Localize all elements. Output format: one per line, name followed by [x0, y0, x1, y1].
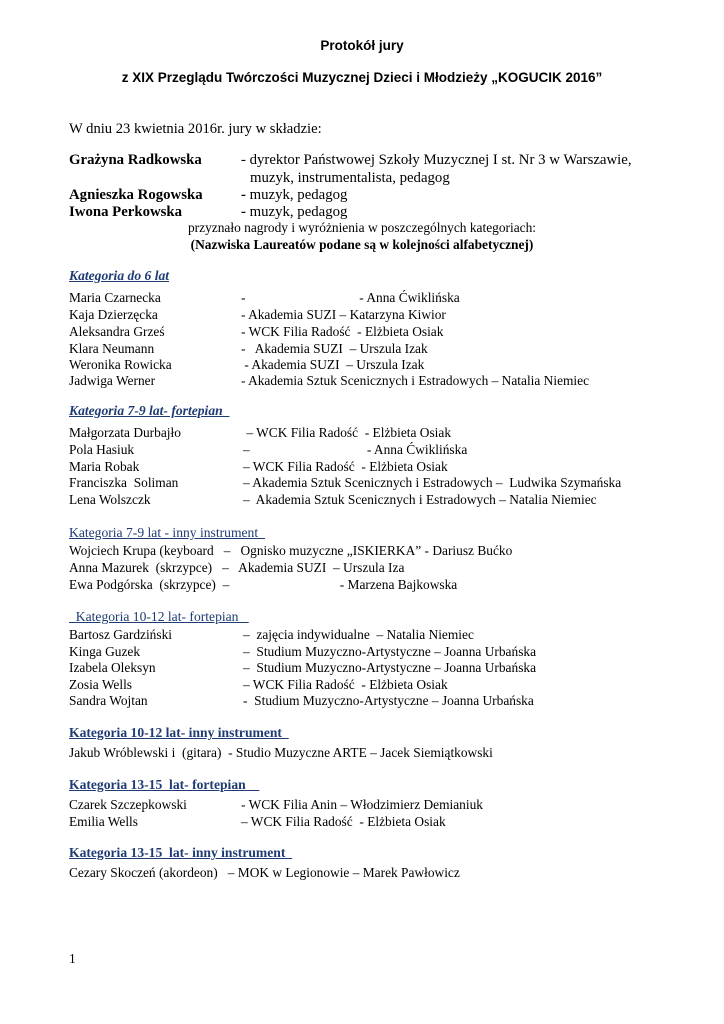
award-line: przyznało nagrody i wyróżnienia w poszczególnych kategoriach:	[187, 220, 537, 235]
jury-role: muzyk, pedagog	[245, 187, 348, 203]
page-number: 1	[69, 951, 76, 966]
laureate-info: – Akademia Sztuk Scenicznych i Estradowych – Ludwika Szymańska	[243, 475, 622, 490]
category-heading: Kategoria 13-15 lat- inny instrument	[69, 845, 293, 860]
jury-name: Agnieszka Rogowska	[69, 187, 203, 203]
laureate-info: - - Anna Ćwiklińska	[241, 290, 460, 305]
laureate-info: – Studium Muzyczno-Artystyczne – Joanna Urbańska	[243, 660, 537, 675]
jury-dash: -	[241, 204, 246, 220]
laureate-info: – WCK Filia Radość - Elżbieta Osiak	[243, 425, 452, 440]
laureate-info: - Studium Muzyczno-Artystyczne – Joanna Urbańska	[243, 693, 534, 708]
laureate-name: Klara Neumann	[69, 341, 155, 356]
laureate-info: - Akademia SUZI – Urszula Izak	[241, 357, 425, 372]
laureate-name: Kinga Guzek	[69, 644, 141, 659]
category-heading: Kategoria 7-9 lat- fortepian	[69, 403, 230, 418]
laureate-name: Franciszka Soliman	[69, 475, 179, 490]
category-heading: Kategoria 13-15 lat- fortepian	[69, 777, 260, 792]
laureate-name: Izabela Oleksyn	[69, 660, 156, 675]
laureate-entry: Wojciech Krupa (keyboard – Ognisko muzyczne „ISKIERKA” - Dariusz Bućko	[69, 543, 513, 558]
laureate-name: Weronika Rowicka	[69, 357, 172, 372]
laureate-name: Kaja Dzierzęcka	[69, 307, 158, 322]
laureate-info: – WCK Filia Radość - Elżbieta Osiak	[243, 677, 448, 692]
laureate-info: – - Anna Ćwiklińska	[243, 442, 468, 457]
document-subtitle: z XIX Przeglądu Twórczości Muzycznej Dzieci i Młodzieży „KOGUCIK 2016”	[121, 70, 603, 85]
jury-name: Grażyna Radkowska	[69, 152, 202, 168]
jury-role: muzyk, pedagog	[245, 204, 348, 220]
jury-dash: -	[241, 187, 246, 203]
laureate-info: – Studium Muzyczno-Artystyczne – Joanna Urbańska	[243, 644, 537, 659]
laureate-name: Maria Czarnecka	[69, 290, 161, 305]
jury-name: Iwona Perkowska	[69, 204, 183, 220]
laureate-name: Zosia Wells	[69, 677, 133, 692]
intro-text: W dniu 23 kwietnia 2016r. jury w składzie:	[69, 121, 322, 137]
laureate-name: Aleksandra Grześ	[69, 324, 165, 339]
laureate-info: – WCK Filia Radość - Elżbieta Osiak	[241, 814, 446, 829]
category-heading: Kategoria 10-12 lat- fortepian	[69, 609, 249, 624]
laureate-info: - Akademia SUZI – Katarzyna Kiwior	[241, 307, 446, 322]
laureate-name: Pola Hasiuk	[69, 442, 135, 457]
laureate-info: - Akademia SUZI – Urszula Izak	[241, 341, 428, 356]
laureate-name: Czarek Szczepkowski	[69, 797, 187, 812]
laureate-entry: Anna Mazurek (skrzypce) – Akademia SUZI – Urszula Iza	[69, 560, 405, 575]
laureate-entry: Jakub Wróblewski i (gitara) - Studio Muzyczne ARTE – Jacek Siemiątkowski	[69, 745, 493, 760]
laureate-entry: Cezary Skoczeń (akordeon) – MOK w Legionowie – Marek Pawłowicz	[69, 865, 460, 880]
laureate-info: – zajęcia indywidualne – Natalia Niemiec	[243, 627, 474, 642]
laureate-entry: Ewa Podgórska (skrzypce) – - Marzena Bajkowska	[69, 577, 458, 592]
document-title: Protokół jury	[320, 38, 404, 53]
laureate-info: - WCK Filia Anin – Włodzimierz Demianiuk	[241, 797, 483, 812]
laureate-name: Emilia Wells	[69, 814, 138, 829]
laureate-name: Bartosz Gardziński	[69, 627, 173, 642]
jury-role-cont: muzyk, instrumentalista, pedagog	[250, 170, 450, 186]
laureate-info: – Akademia Sztuk Scenicznych i Estradowych – Natalia Niemiec	[243, 492, 597, 507]
laureate-name: Maria Robak	[69, 459, 140, 474]
category-heading: Kategoria do 6 lat	[69, 268, 170, 283]
laureate-name: Małgorzata Durbajło	[69, 425, 181, 440]
category-heading: Kategoria 7-9 lat - inny instrument	[69, 525, 265, 540]
laureate-info: - Akademia Sztuk Scenicznych i Estradowych – Natalia Niemiec	[241, 373, 590, 388]
laureate-name: Jadwiga Werner	[69, 373, 156, 388]
laureate-name: Sandra Wojtan	[69, 693, 148, 708]
laureate-info: – WCK Filia Radość - Elżbieta Osiak	[243, 459, 448, 474]
note-line: (Nazwiska Laureatów podane są w kolejności alfabetycznej)	[190, 237, 534, 252]
category-heading: Kategoria 10-12 lat- inny instrument	[69, 725, 289, 740]
laureate-info: - WCK Filia Radość - Elżbieta Osiak	[241, 324, 444, 339]
laureate-name: Lena Wolszczk	[69, 492, 151, 507]
jury-role: - dyrektor Państwowej Szkoły Muzycznej I st. Nr 3 w Warszawie,	[241, 152, 632, 168]
